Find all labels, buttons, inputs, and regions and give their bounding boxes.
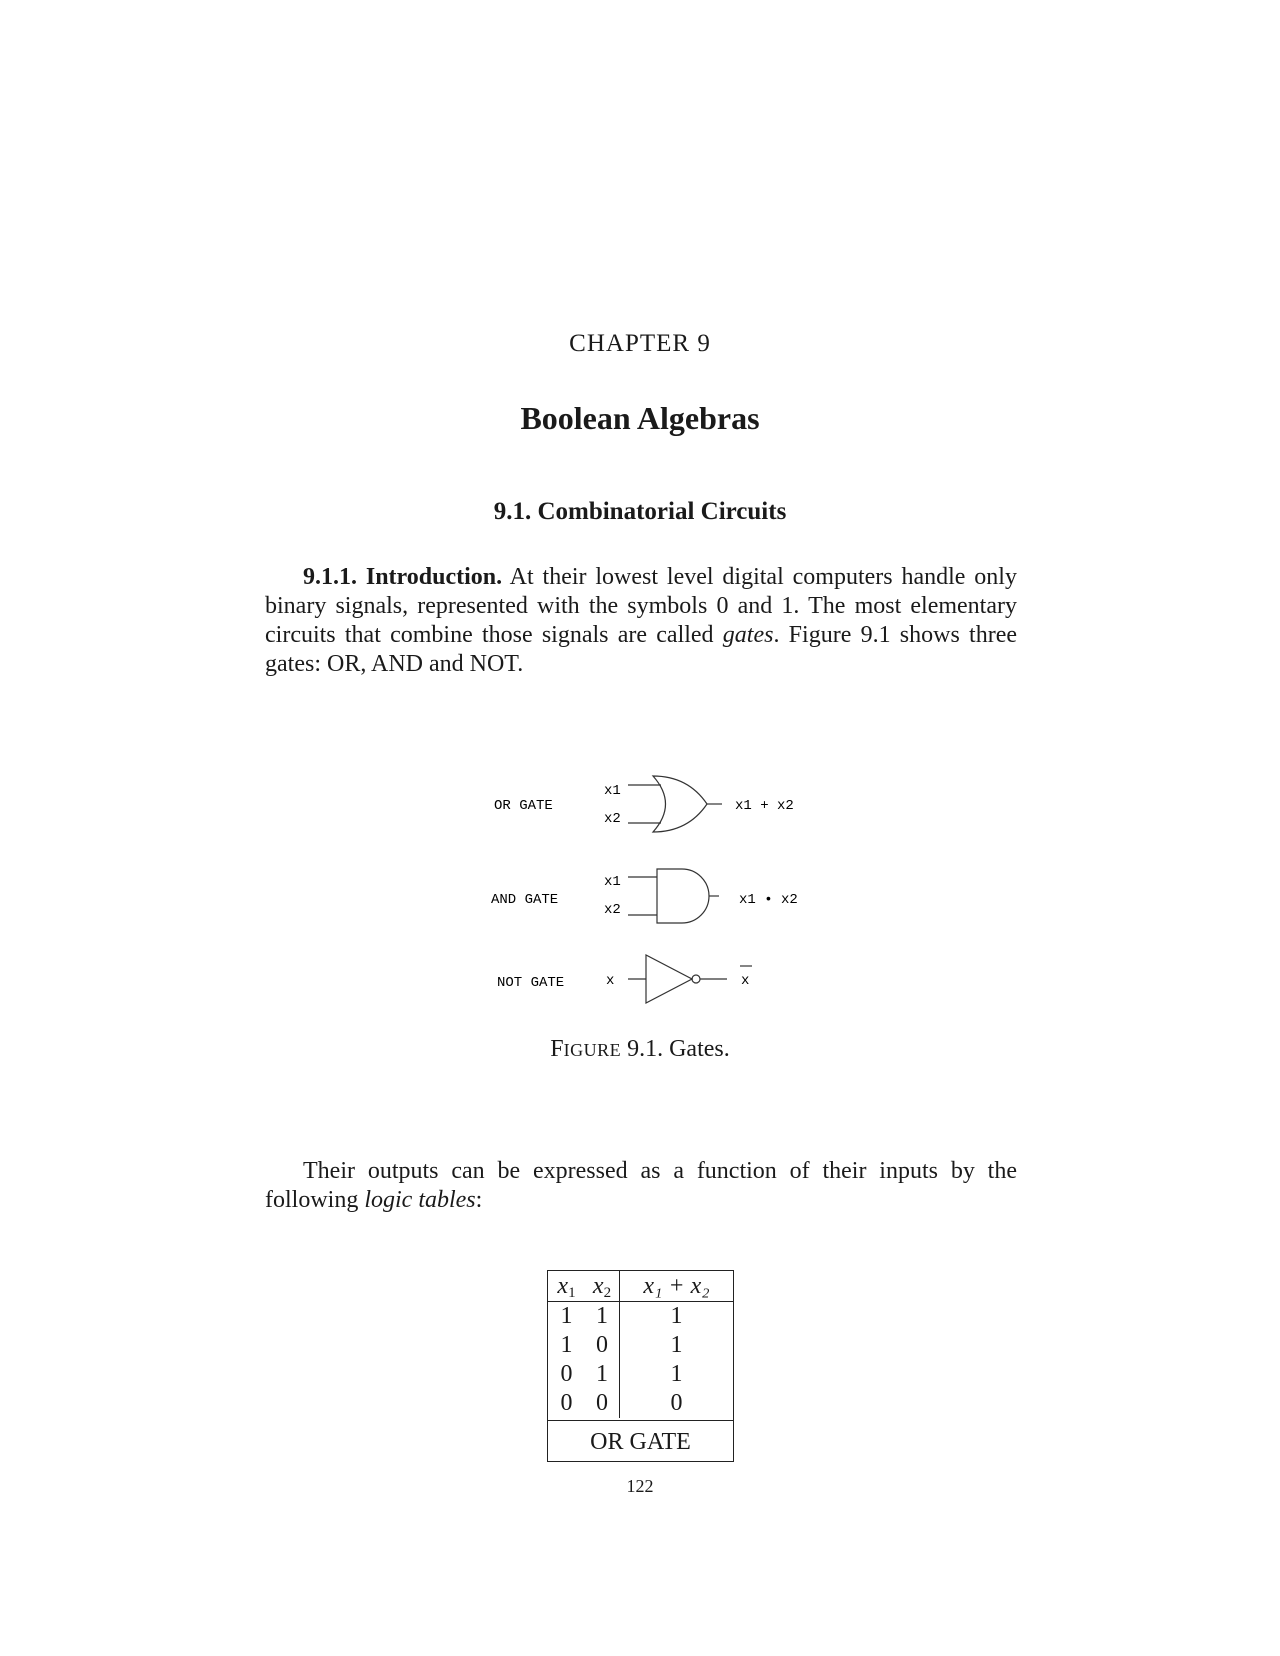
intro-text-b: . Figure 9.1 shows three gates: OR, AND and NOT.: [265, 622, 1017, 677]
caption-text: 9.1. Gates.: [621, 1036, 730, 1062]
subsection-runin-heading: 9.1.1. Introduction.: [303, 564, 503, 590]
section-title: 9.1. Combinatorial Circuits: [493, 498, 787, 525]
table-cell: 0: [596, 1332, 608, 1358]
logic-text-a: Their outputs can be expressed as a function of their inputs by the following: [265, 1158, 1017, 1213]
table-cell: 1: [619, 1360, 733, 1389]
table-row: [548, 1302, 733, 1331]
truth-table-caption: OR GATE: [548, 1420, 733, 1461]
and-gate-output: x1 • x2: [739, 892, 798, 908]
table-cell: 1: [596, 1303, 608, 1329]
table-cell: 1: [560, 1303, 573, 1329]
table-cell: 0: [560, 1390, 573, 1416]
or-gate-symbol: [628, 776, 722, 832]
truth-table-header: [548, 1271, 733, 1302]
and-gate-symbol: [628, 869, 719, 923]
chapter-title: Boolean Algebras: [520, 400, 760, 436]
figure-caption: [0, 1036, 1280, 1063]
chapter-label: CHAPTER 9: [569, 330, 711, 357]
intro-text-a: At their lowest level digital computers handle only binary signals, represented with the symbols 0 and 1. The most elementary circuits that combine those signals are called: [265, 564, 1017, 648]
logic-emphasis: logic tables: [364, 1187, 476, 1213]
table-cell: 1: [619, 1331, 733, 1360]
logic-tables-paragraph: [265, 1157, 1017, 1215]
or-gate-output: x1 + x2: [735, 798, 794, 814]
header-x1: $x_1$: [557, 1273, 576, 1301]
table-row: [548, 1389, 733, 1418]
or-gate-input-2: x2: [604, 811, 621, 827]
table-cell: 0: [560, 1361, 573, 1387]
caption-label-smallcaps: IGURE: [563, 1040, 622, 1060]
not-gate-output: x: [741, 973, 750, 989]
or-gate-truth-table: [547, 1270, 734, 1462]
not-gate-input: x: [606, 973, 615, 989]
truth-table-body: [548, 1302, 733, 1420]
and-gate-label: AND GATE: [491, 892, 559, 908]
table-row: [548, 1360, 733, 1389]
table-cell: 1: [619, 1302, 733, 1331]
not-gate-label: NOT GATE: [497, 975, 565, 991]
table-cell: 1: [560, 1332, 573, 1358]
table-cell: 0: [596, 1390, 608, 1416]
and-gate-input-2: x2: [604, 902, 621, 918]
logic-text-b: :: [475, 1187, 483, 1213]
or-gate-label: OR GATE: [494, 798, 553, 814]
and-gate-input-1: x1: [604, 874, 621, 890]
table-cell: 0: [619, 1389, 733, 1418]
header-x2: $x_2$: [592, 1273, 612, 1301]
table-row: [548, 1331, 733, 1360]
intro-emphasis-gates: gates: [722, 622, 774, 648]
caption-label-initial: F: [550, 1036, 564, 1062]
not-gate-symbol: [628, 955, 752, 1003]
table-cell: 1: [596, 1361, 608, 1387]
or-gate-input-1: x1: [604, 783, 621, 799]
header-x1-plus-x2: x₁ + x₂: [619, 1271, 733, 1301]
page-number: 122: [626, 1476, 654, 1496]
